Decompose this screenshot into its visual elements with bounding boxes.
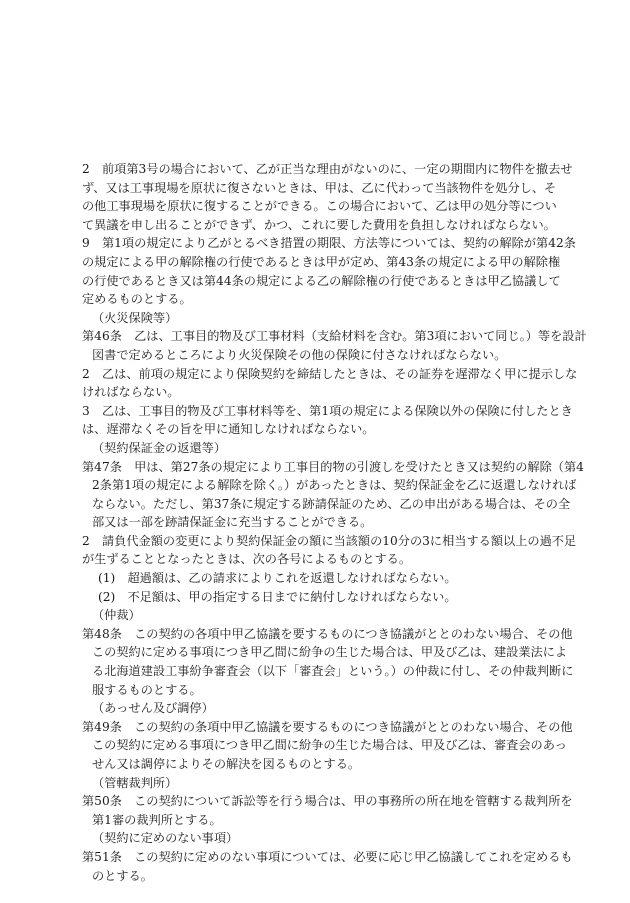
article-paragraph — [82, 848, 573, 885]
text-line: 部又は一部を跡請保証金に充当することができる。 — [92, 515, 373, 530]
text-line: 第48条 この契約の各項中甲乙協議を要するものにつき協議がととのわない場合、その他 — [82, 626, 573, 641]
text-line: の行使であるとき又は第44条の規定による乙の解除権の行使であるときは甲乙協議して — [82, 273, 561, 288]
text-line: 第46条 乙は、工事目的物及び工事材料（支給材料を含む。第3項において同じ。）等を設計 — [82, 329, 587, 344]
numbered-paragraph — [82, 234, 576, 308]
text-line: 第47条 甲は、第27条の規定により工事目的物の引渡しを受けたとき又は契約の解除（第4 — [82, 459, 584, 474]
text-line: 服するものとする。 — [92, 682, 202, 697]
numbered-paragraph — [82, 402, 573, 439]
numbered-paragraph — [82, 160, 573, 234]
text-line: 2 乙は、前項の規定により保険契約を締結したときは、その証券を遅滞なく甲に提示しな — [82, 366, 578, 381]
text-line: 3 乙は、工事目的物及び工事材料等を、第1項の規定による保険以外の保険に付したとき — [82, 403, 573, 418]
article-paragraph — [82, 625, 574, 699]
text-line: ければならない。 — [82, 385, 180, 400]
text-line: が生ずることとなったときは、次の各号によるものとする。 — [82, 552, 412, 567]
text-line: のとする。 — [92, 868, 153, 883]
text-line: 2条第1項の規定による解除を除く。）があったときは、契約保証金を乙に返還しなければ — [92, 478, 577, 493]
text-line: ず、又は工事現場を原状に復さないときは、甲は、乙に代わって当該物件を処分し、そ — [82, 180, 557, 195]
article-paragraph — [82, 792, 573, 829]
text-line: の他工事現場を原状に復することができる。この場合において、乙は甲の処分等につい — [82, 199, 557, 214]
section-heading: （契約保証金の返還等） — [92, 440, 227, 455]
text-line: て異議を申し出ることができず、かつ、これに要した費用を負担しなければならない。 — [82, 217, 556, 232]
text-line: 第1審の裁判所とする。 — [92, 812, 222, 827]
text-line: 2 前項第3号の場合において、乙が正当な理由がないのに、一定の期間内に物件を撤去せ — [82, 162, 573, 176]
text-line: 第51条 この契約に定めのない事項については、必要に応じ甲乙協議してこれを定めるも — [82, 849, 573, 864]
text-line: の規定による甲の解除権の行使であるときは甲が定め、第43条の規定による甲の解除権 — [82, 254, 561, 269]
text-line: る北海道建設工事紛争審査会（以下「審査会」という。）の仲裁に付し、その仲裁判断に — [92, 664, 574, 679]
text-line: 第50条 この契約について訴訟等を行う場合は、甲の事務所の所在地を管轄する裁判所を — [82, 794, 573, 809]
text-line: 9 第1項の規定により乙がとるべき措置の期限、方法等については、契約の解除が第42条 — [82, 236, 576, 251]
document-page — [82, 160, 587, 885]
text-line: 第49条 この契約の条項中甲乙協議を要するものにつき協議がととのわない場合、その他 — [82, 719, 573, 734]
section-heading: （管轄裁判所） — [92, 775, 178, 790]
section-heading: （契約に定めのない事項） — [92, 831, 239, 846]
article-paragraph — [82, 327, 587, 364]
list-item: (2) 不足額は、甲の指定する日までに納付しなければならない。 — [98, 589, 457, 604]
text-line: この契約に定める事項につき甲乙間に紛争の生じた場合は、甲及び乙は、建設業法によ — [92, 645, 568, 660]
document-body — [82, 160, 587, 885]
text-line: は、遅滞なくその旨を甲に通知しなければならない。 — [82, 422, 375, 437]
text-line: この契約に定める事項につき甲乙間に紛争の生じた場合は、甲及び乙は、審査会のあっ — [92, 738, 567, 753]
list-item: (1) 超過額は、乙の請求によりこれを返還しなければならない。 — [98, 571, 457, 586]
article-paragraph — [82, 718, 573, 774]
text-line: 定めるものとする。 — [82, 292, 192, 307]
numbered-paragraph — [82, 365, 578, 402]
text-line: ならない。ただし、第37条に規定する跡請保証のため、乙の申出がある場合は、その全 — [92, 496, 571, 511]
numbered-paragraph — [82, 532, 577, 569]
section-heading: （仲裁） — [92, 608, 141, 623]
text-line: せん又は調停によりその解決を図るものとする。 — [92, 757, 361, 771]
text-line: 図書で定めるところにより火災保険その他の保険に付さなければならない。 — [92, 347, 507, 362]
article-paragraph — [82, 458, 584, 532]
text-line: 2 請負代金額の変更により契約保証金の額に当該額の10分の3に相当する額以上の過不足 — [82, 533, 577, 548]
section-heading: （あっせん及び調停） — [92, 701, 214, 716]
section-heading: （火災保険等） — [92, 310, 178, 325]
